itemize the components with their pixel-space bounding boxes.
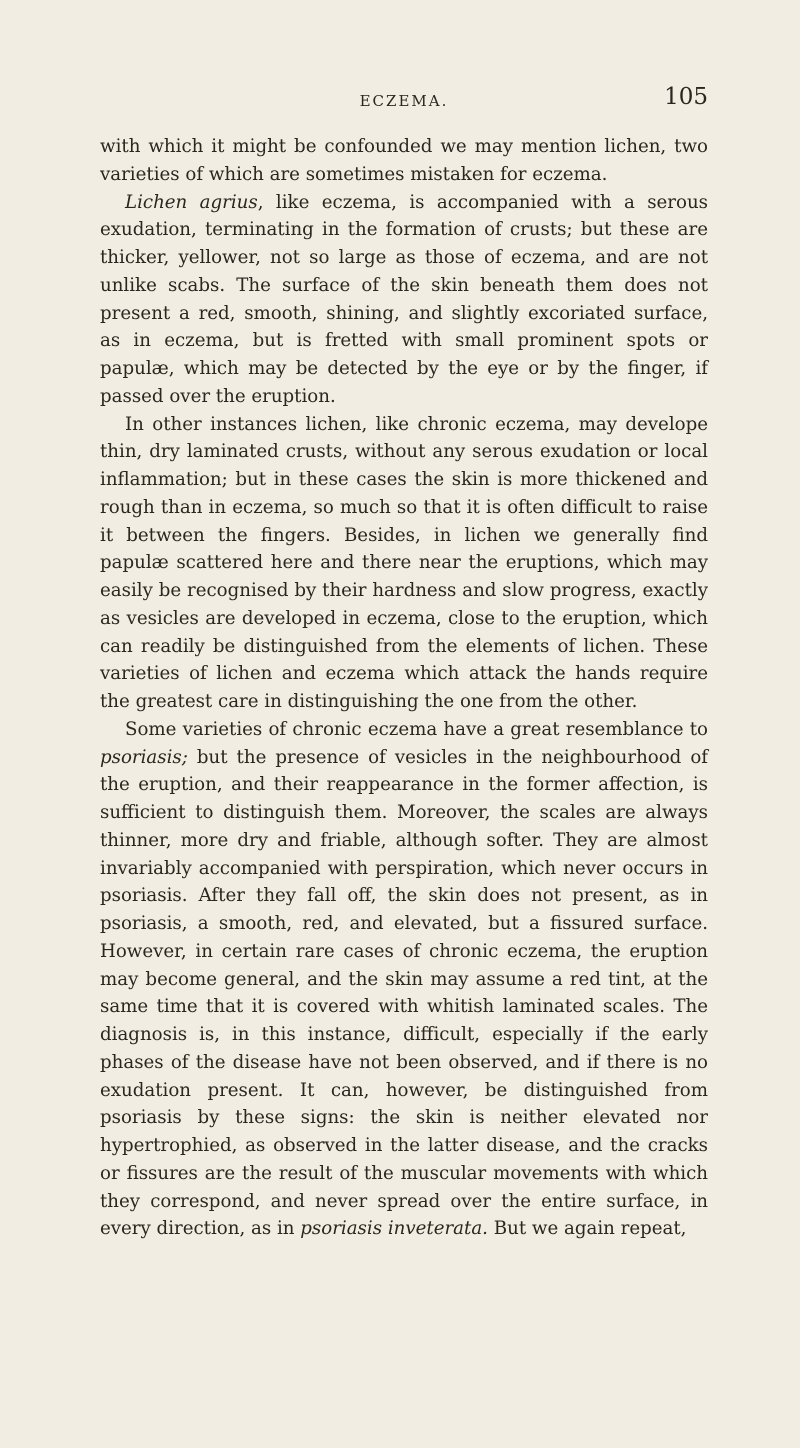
paragraph	[100, 189, 708, 411]
paragraph	[100, 411, 708, 716]
running-head	[100, 84, 708, 124]
italic-term: psoriasis inveterata.	[300, 1218, 488, 1240]
text-run: Some varieties of chronic eczema have a great resemblance to	[125, 718, 708, 740]
text-run: but the presence of vesicles in the neighbourhood of the eruption, and their reappearance in the former affection, is sufficient to distinguish them. Moreover, the scales are always thinner, more dry and friable, although softer. They are almost invariably accompanied with perspiration, which never occurs in psoriasis. After they fall off, the skin does not present, as in psoriasis, a smooth, red, and elevated, but a fissured surface. However, in certain rare cases of chronic eczema, the eruption may become general, and the skin may assume a red tint, at the same time that it is covered with whitish laminated scales. The diagnosis is, in this instance, difficult, especially if the early phases of the disease have not been observed, and if there is no exudation present. It can, however, be distinguished from psoriasis by these signs: the skin is neither elevated nor hypertrophied, as observed in the latter disease, and the cracks or fissures are the result of the muscular movements with which they correspond, and never spread over the entire surface, in every direction, as in	[100, 746, 708, 1240]
running-title: ECZEMA.	[359, 92, 449, 110]
text-run: , like eczema, is accompanied with a serous exudation, terminating in the formation of crusts; but these are thicker, yellower, not so large as those of eczema, and are not unlike scabs. The surface of the skin beneath them does not present a red, smooth, shining, and slightly excoriated surface, as in eczema, but is fretted with small prominent spots or papulæ, which may be detected by the eye or by the finger, if passed over the eruption.	[100, 191, 708, 407]
page-number: 105	[664, 84, 708, 110]
paragraph	[100, 716, 708, 1243]
italic-term: psoriasis;	[100, 746, 188, 768]
body-text	[100, 133, 708, 1243]
italic-term: Lichen agrius	[125, 191, 258, 213]
text-run: with which it might be confounded we may mention lichen, two varieties of which are sometimes mistaken for eczema.	[100, 136, 708, 185]
paragraph	[100, 133, 708, 189]
text-run: In other instances lichen, like chronic eczema, may develope thin, dry laminated crusts, without any serous exudation or local inflammation; but in these cases the skin is more thickened and rough than in eczema, so much so that it is often difficult to raise it between the fingers. Besides, in lichen we generally find papulæ scattered here and there near the eruptions, which may easily be recognised by their hardness and slow progress, exactly as vesicles are developed in eczema, close to the eruption, which can readily be distinguished from the elements of lichen. These varieties of lichen and eczema which attack the hands require the greatest care in distinguishing the one from the other.	[100, 413, 708, 712]
text-run: But we again repeat,	[487, 1218, 687, 1240]
